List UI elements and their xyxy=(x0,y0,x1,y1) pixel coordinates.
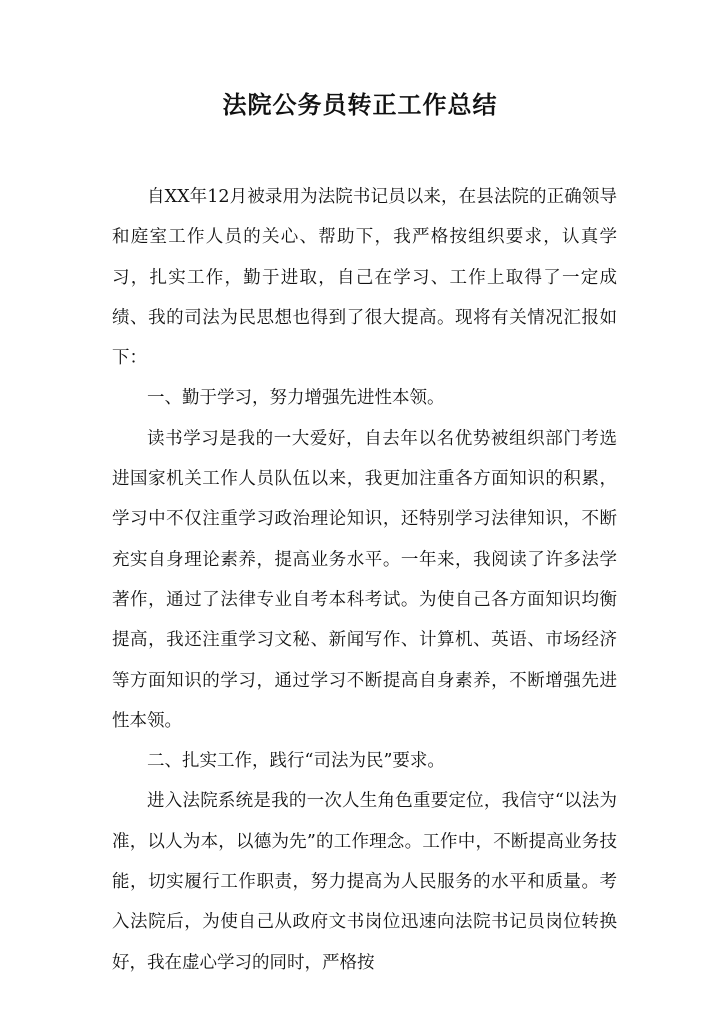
paragraph-work: 进入法院系统是我的一次人生角色重要定位，我信守“以法为准，以人为本，以德为先”的工作理念。工作中，不断提高业务技能，切实履行工作职责，努力提高为人民服务的水平和质量。考入法院后，为使自己从政府文书岗位迅速向法院书记员岗位转换好，我在虚心学习的同时，严格按 xyxy=(112,791,617,973)
document-body xyxy=(112,177,617,983)
paragraph-intro: 自XX年12月被录用为法院书记员以来，在县法院的正确领导和庭室工作人员的关心、帮助下，我严格按组织要求，认真学习，扎实工作，勤于进取，自己在学习、工作上取得了一定成绩、我的司法为民思想也得到了很大提高。现将有关情况汇报如下： xyxy=(112,187,617,369)
heading-section-1: 一、勤于学习，努力增强先进性本领。 xyxy=(147,388,445,409)
heading-section-2: 二、扎实工作，践行“司法为民”要求。 xyxy=(147,751,445,772)
document-title: 法院公务员转正工作总结 xyxy=(222,91,498,119)
paragraph-study: 读书学习是我的一大爱好，自去年以名优势被组织部门考选进国家机关工作人员队伍以来，我更加注重各方面知识的积累，学习中不仅注重学习政治理论知识，还特别学习法律知识，不断充实自身理论素养，提高业务水平。一年来，我阅读了许多法学著作，通过了法律专业自考本科考试。为使自己各方面知识均衡提高，我还注重学习文秘、新闻写作、计算机、英语、市场经济等方面知识的学习，通过学习不断提高自身素养，不断增强先进性本领。 xyxy=(112,428,617,731)
